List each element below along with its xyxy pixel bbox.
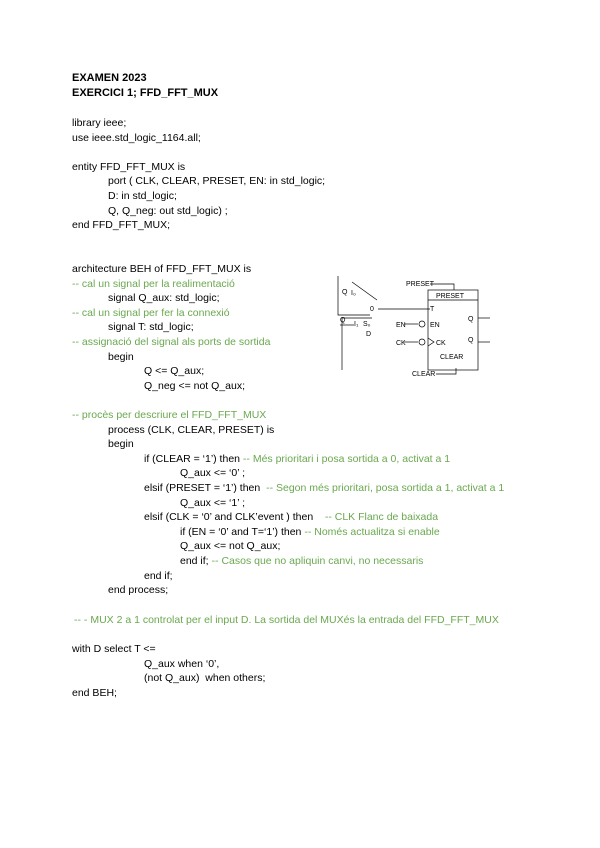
en-input-label: EN: [396, 322, 406, 329]
en-pin-label: EN: [430, 322, 440, 329]
code-comment: -- Més prioritari i posa sortida a 0, activat a 1: [242, 453, 451, 465]
code-line: [180, 526, 440, 539]
code-comment: -- CLK Flanc de baixada: [324, 511, 439, 523]
code-comment: -- Només actualitza si enable: [304, 526, 440, 538]
code-comment: -- Segon més prioritari, posa sortida a 1, activat a 1: [266, 482, 505, 494]
clear-wire: [436, 368, 456, 374]
code-line: end process;: [108, 584, 169, 596]
code-line: [144, 482, 504, 495]
t-pin-label: T: [430, 306, 435, 313]
code-line: Q_aux when ‘0’,: [144, 658, 220, 670]
ck-bubble: [419, 339, 425, 345]
preset-pin-label: PRESET: [436, 293, 465, 300]
code-line: Q, Q_neg: out std_logic) ;: [108, 205, 228, 217]
code-text: elsif (PRESET = ‘1’) then: [144, 482, 261, 494]
code-line: process (CLK, CLEAR, PRESET) is: [108, 424, 275, 436]
code-line: Q <= Q_aux;: [144, 365, 205, 377]
code-comment: -- - MUX 2 a 1 controlat per el input D. La sortida del MUXés la entrada del FFD_FFT_MUX: [74, 614, 499, 626]
clear-pin-label: CLEAR: [440, 354, 464, 361]
preset-input-label: PRESET: [406, 281, 435, 288]
code-text: if (CLEAR = ‘1’) then: [144, 453, 240, 465]
code-line: [144, 511, 438, 524]
code-line: [180, 555, 423, 568]
code-line: Q_aux <= ‘1’ ;: [180, 497, 245, 509]
exercise-title: EXERCICI 1; FFD_FFT_MUX: [72, 87, 219, 99]
code-text: end if;: [180, 555, 209, 567]
code-line: begin: [108, 438, 134, 450]
ck-pin-label: CK: [436, 340, 446, 347]
en-bubble: [419, 321, 425, 327]
code-line: Q_neg <= not Q_aux;: [144, 380, 245, 392]
mux-out-label: 0: [370, 306, 374, 313]
code-line: end if;: [144, 570, 173, 582]
mux-s0-label: S₀: [363, 321, 371, 328]
code-line: Q_aux <= not Q_aux;: [180, 540, 281, 552]
code-line: end BEH;: [72, 687, 117, 699]
code-line: Q_aux <= ‘0’ ;: [180, 467, 245, 479]
code-line: port ( CLK, CLEAR, PRESET, EN: in std_logic;: [108, 175, 326, 187]
code-line: signal Q_aux: std_logic;: [108, 292, 220, 304]
code-line: begin: [108, 351, 134, 363]
clear-input-label: CLEAR: [412, 371, 436, 378]
code-comment: -- Casos que no apliquin canvi, no necessaris: [211, 555, 424, 567]
ck-input-label: CK: [396, 340, 406, 347]
code-line: D: in std_logic;: [108, 190, 177, 202]
circuit-diagram: [332, 270, 502, 400]
code-text: elsif (CLK = ‘0’ and CLK’event ) then: [144, 511, 314, 523]
code-line: use ieee.std_logic_1164.all;: [72, 132, 201, 144]
qn-output-label: Q: [468, 337, 474, 344]
mux-q-label: Q: [342, 289, 348, 296]
code-line: [144, 453, 450, 466]
code-line: library ieee;: [72, 117, 127, 129]
code-comment: -- assignació del signal als ports de sortida: [72, 336, 271, 348]
mux-qn-label: Q: [340, 317, 346, 324]
code-comment: -- cal un signal per la realimentació: [72, 278, 235, 290]
code-line: signal T: std_logic;: [108, 321, 194, 333]
code-line: with D select T <=: [72, 643, 156, 655]
code-line: (not Q_aux) when others;: [144, 672, 266, 684]
exam-title: EXAMEN 2023: [72, 72, 147, 84]
code-line: architecture BEH of FFD_FFT_MUX is: [72, 263, 252, 275]
mux-d-label: D: [366, 331, 372, 338]
q-output-label: Q: [468, 316, 474, 323]
clock-triangle: [428, 338, 434, 346]
code-line: end FFD_FFT_MUX;: [72, 219, 171, 231]
code-comment: -- cal un signal per fer la connexió: [72, 307, 230, 319]
code-line: entity FFD_FFT_MUX is: [72, 161, 186, 173]
code-comment: -- procès per descriure el FFD_FFT_MUX: [72, 409, 267, 421]
code-text: if (EN = ‘0’ and T=‘1’) then: [180, 526, 302, 538]
mux-i1-label: I₁: [354, 321, 359, 328]
mux-i0-label: I₀: [351, 290, 356, 297]
